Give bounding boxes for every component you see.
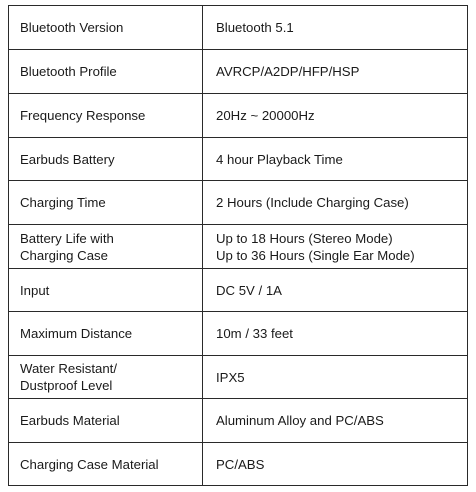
table-row (9, 50, 468, 94)
spec-value: 20Hz ~ 20000Hz (203, 94, 468, 138)
spec-value: Up to 18 Hours (Stereo Mode) Up to 36 Hours (Single Ear Mode) (203, 225, 468, 269)
spec-label: Maximum Distance (9, 312, 203, 356)
table-row (9, 6, 468, 50)
spec-table (8, 5, 468, 486)
table-row (9, 443, 468, 486)
spec-value: DC 5V / 1A (203, 269, 468, 312)
spec-value: 10m / 33 feet (203, 312, 468, 356)
table-row (9, 181, 468, 225)
spec-label: Water Resistant/ Dustproof Level (9, 356, 203, 399)
table-row (9, 399, 468, 443)
spec-label: Battery Life with Charging Case (9, 225, 203, 269)
spec-label: Frequency Response (9, 94, 203, 138)
table-row (9, 94, 468, 138)
spec-value: 4 hour Playback Time (203, 138, 468, 181)
table-row (9, 312, 468, 356)
spec-label: Input (9, 269, 203, 312)
spec-value: 2 Hours (Include Charging Case) (203, 181, 468, 225)
spec-label: Bluetooth Profile (9, 50, 203, 94)
table-row (9, 138, 468, 181)
spec-label: Charging Time (9, 181, 203, 225)
spec-value: Bluetooth 5.1 (203, 6, 468, 50)
table-row (9, 356, 468, 399)
table-row (9, 269, 468, 312)
spec-label: Earbuds Battery (9, 138, 203, 181)
spec-value: IPX5 (203, 356, 468, 399)
table-row (9, 225, 468, 269)
spec-label: Bluetooth Version (9, 6, 203, 50)
spec-value: AVRCP/A2DP/HFP/HSP (203, 50, 468, 94)
spec-value: Aluminum Alloy and PC/ABS (203, 399, 468, 443)
spec-value: PC/ABS (203, 443, 468, 486)
spec-label: Charging Case Material (9, 443, 203, 486)
spec-label: Earbuds Material (9, 399, 203, 443)
